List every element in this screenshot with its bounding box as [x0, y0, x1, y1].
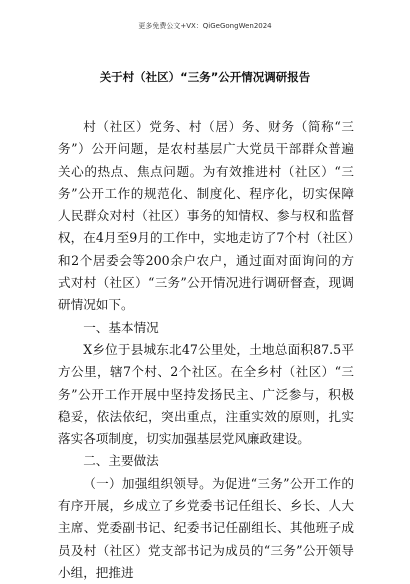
document-title: 关于村（社区）“三务”公开情况调研报告 [99, 70, 311, 84]
paragraph-intro: 村（社区）党务、村（居）务、财务（简称“三务”）公开问题，是农村基层广大党员干部群众普遍关心的热点、焦点问题。为有效推进村（社区）“三务”公开工作的规范化、制度化、程序化，切实保障人民群众对村（社区）事务的知情权、参与权和监督权，在4月至9月的工作中，实地走访了7个村（社区）和2个居委会等200余户农户，通过面对面询问的方式对村（社区）“三务”公开情况进行调研督查，现调研情况如下。 [58, 119, 354, 313]
paragraph-organization: （一）加强组织领导。为促进“三务”公开工作的有序开展，乡成立了乡党委书记任组长、乡长、人大主席、党委副书记、纪委书记任副组长、其他班子成员及村（社区）党支部书记为成员的“三务”公开领导小组，把推进 [58, 475, 354, 580]
paragraph-basic-situation: X乡位于县城东北47公里处，土地总面积87.5平方公里，辖7个村、2个社区。在全乡村（社区）“三务”公开工作开展中坚持发扬民主、广泛参与，积极稳妥，依法依纪，突出重点，注重实效的原则，扎实落实各项制度，切实加强基层党风廉政建设。 [58, 341, 354, 447]
section-heading-main-practices: 二、主要做法 [83, 453, 159, 469]
header-note: 更多免费公文+VX：QiGeGongWen2024 [138, 22, 272, 30]
section-heading-basic-situation: 一、基本情况 [83, 319, 159, 335]
document-body [58, 116, 354, 584]
